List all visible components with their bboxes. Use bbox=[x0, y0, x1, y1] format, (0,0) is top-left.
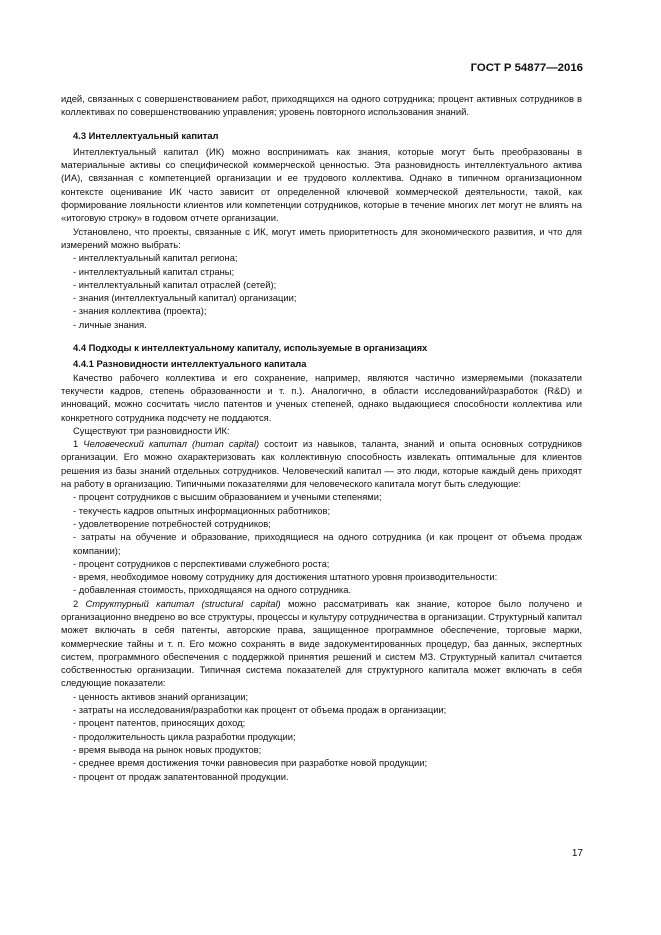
structural-capital-number: 2 bbox=[73, 597, 86, 609]
list-item: - продолжительность цикла разработки продукции; bbox=[73, 730, 296, 742]
list-item: - удовлетворение потребностей сотрудников; bbox=[73, 517, 271, 529]
list-item: - время, необходимое новому сотруднику для достижения штатного уровня производительности: bbox=[73, 571, 498, 583]
structural-capital-text: можно рассматривать как знание, которое было получено и организационно внедрено во все структуры, процессы и культуру сотрудничества в организации. Структурный капитал может включать в себя патенты, авторские права, защищенное программное обеспечение, торговые марки, коммерческие тайны и т. п. Его можно сохранять в виде задокументированных процедур, баз данных, экспертных систем, программного обеспечения с поддержкой принятия решений и систем МЗ. Структурный капитал считается собственностью организации. Типичная система показателей для структурного капитала может включать в себя следующие показатели: bbox=[61, 597, 582, 689]
section-4-4-1-paragraph-1: Качество рабочего коллектива и его сохранение, например, являются частично измеряемыми (показатели текучести кадров, степень образованности и т. п.). Аналогично, в области исследований/разработок (R&D) и инноваций, можно сосчитать число патентов и ученых степеней, однако выдающиеся способности коллектива или конкретного сотрудника подсчету не поддаются. bbox=[61, 371, 582, 423]
section-4-4-heading: 4.4 Подходы к интеллектуальному капиталу, используемые в организациях bbox=[73, 342, 428, 354]
section-4-3-paragraph-2: Установлено, что проекты, связанные с ИК, могут иметь приоритетность для экономического развития, и что для измерений можно выбрать: bbox=[61, 225, 582, 250]
section-4-3-paragraph-1: Интеллектуальный капитал (ИК) можно воспринимать как знания, которые могут быть преобразованы в материальные активы со специфической коммерческой ценностью. Эта разновидность интеллектуального актива (ИА), связанная с компетенцией организации и ее трудового коллектива. Однако в типичном организационном контексте оценивание ИК часто зависит от определенной ключевой коммерческой деятельности, такой, как формирование лояльности клиентов или компетенции сотрудников, которые в течение многих лет могут не влиять на «итоговую строку» в годовом отчете организации. bbox=[61, 145, 582, 224]
human-capital-term: Человеческий капитал (human capital) bbox=[83, 438, 260, 450]
list-item: - процент сотрудников с высшим образованием и учеными степенями; bbox=[73, 491, 382, 503]
list-item: - знания (интеллектуальный капитал) организации; bbox=[73, 292, 297, 304]
list-item: - текучесть кадров опытных информационных работников; bbox=[73, 504, 331, 516]
human-capital-paragraph bbox=[61, 437, 582, 490]
list-item: - личные знания. bbox=[73, 318, 147, 330]
human-capital-text: состоит из навыков, таланта, знаний и опыта основных сотрудников организации. Его можно охарактеризовать как коллективную способность извлекать оптимальные для клиентов решения из базы знаний отдельных сотрудников. Человеческий капитал — это люди, которые каждый день приходят на работу в организацию. Типичными показателями для человеческого капитала могут быть следующие: bbox=[61, 438, 582, 490]
list-item: - ценность активов знаний организации; bbox=[73, 690, 249, 702]
list-item: - процент патентов, приносящих доход; bbox=[73, 717, 246, 729]
list-item: - процент сотрудников с перспективами служебного роста; bbox=[73, 557, 330, 569]
section-4-4-1-heading: 4.4.1 Разновидности интеллектуального капитала bbox=[73, 358, 307, 370]
structural-capital-term: Структурный капитал (structural capital) bbox=[85, 597, 281, 609]
list-item: - процент от продаж запатентованной продукции. bbox=[73, 770, 289, 782]
list-item: - затраты на обучение и образование, приходящиеся на одного сотрудника (и как процент от объема продаж компании); bbox=[73, 531, 582, 556]
list-item: - добавленная стоимость, приходящаяся на одного сотрудника. bbox=[73, 584, 352, 596]
page-number: 17 bbox=[571, 848, 583, 859]
structural-capital-paragraph bbox=[61, 597, 582, 690]
section-4-3-heading: 4.3 Интеллектуальный капитал bbox=[73, 129, 219, 141]
standard-designation: ГОСТ Р 54877—2016 bbox=[470, 62, 583, 74]
list-item: - затраты на исследования/разработки как процент от объема продаж в организации; bbox=[73, 704, 447, 716]
list-item: - время вывода на рынок новых продуктов; bbox=[73, 743, 262, 755]
list-item: - знания коллектива (проекта); bbox=[73, 305, 207, 317]
list-item: - интеллектуальный капитал региона; bbox=[73, 252, 238, 264]
intro-continuation: идей, связанных с совершенствованием работ, приходящихся на одного сотрудника; процент активных сотрудников в коллективах по совершенствованию управления; уровень повторного использования знаний. bbox=[61, 93, 582, 118]
human-capital-number: 1 bbox=[73, 438, 84, 450]
section-4-4-1-paragraph-2: Существуют три разновидности ИК: bbox=[73, 424, 230, 436]
document-body bbox=[61, 92, 582, 783]
list-item: - среднее время достижения точки равновесия при разработке новой продукции; bbox=[73, 757, 428, 769]
list-item: - интеллектуальный капитал отраслей (сетей); bbox=[73, 278, 277, 290]
list-item: - интеллектуальный капитал страны; bbox=[73, 265, 235, 277]
